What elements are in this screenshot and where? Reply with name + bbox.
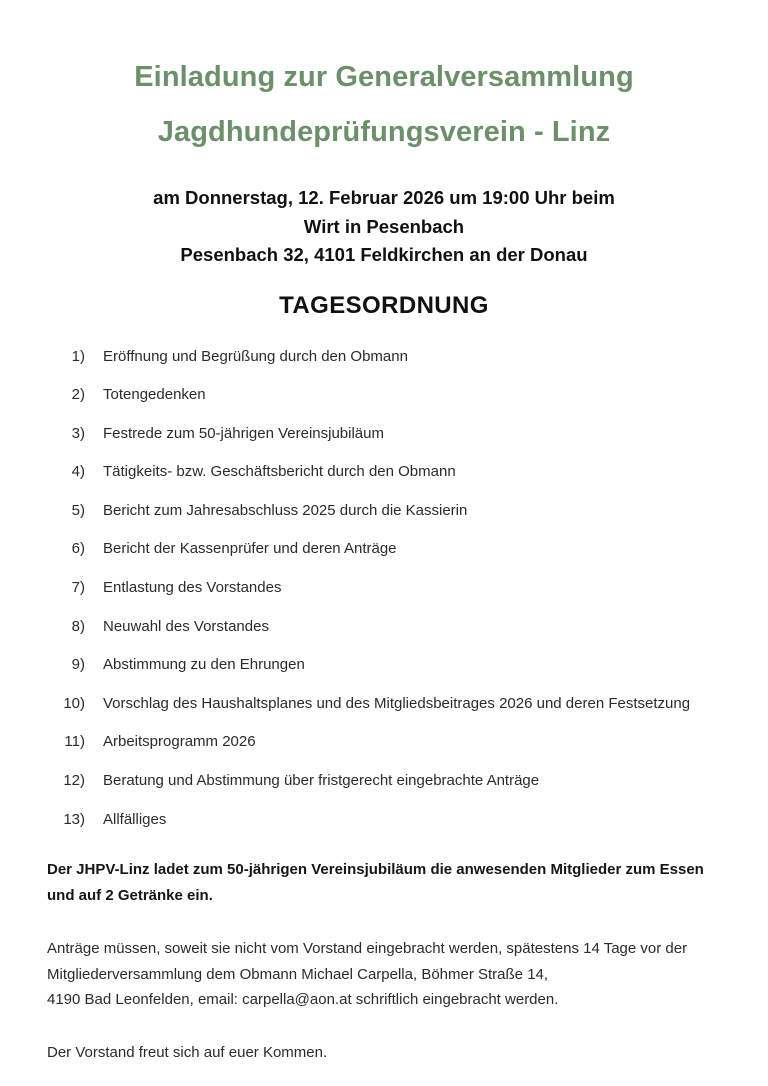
agenda-item-number: 13) [63,810,85,828]
agenda-item-text: Festrede zum 50-jährigen Vereinsjubiläum [103,424,384,442]
agenda-item-number: 10) [63,694,85,712]
meeting-venue-name: Wirt in Pesenbach [303,215,465,237]
agenda-item-number: 8) [71,617,85,635]
agenda-item-number: 11) [64,733,85,751]
agenda-item-number: 3) [71,424,85,442]
agenda-item [0,616,768,655]
agenda-item [0,809,768,848]
motions-notice-line-2: Mitgliederversammlung dem Obmann Michael Carpella, Böhmer Straße 14, [47,965,549,983]
agenda-item [0,538,768,577]
agenda-item [0,577,768,616]
page-title-line-2: Jagdhundeprüfungsverein - Linz [157,116,611,148]
agenda-item-text: Bericht der Kassenprüfer und deren Anträge [103,540,397,558]
agenda-item-text: Arbeitsprogramm 2026 [103,733,256,751]
agenda-item-number: 5) [71,501,85,519]
agenda-item-text: Entlastung des Vorstandes [103,579,282,597]
meeting-datetime: am Donnerstag, 12. Februar 2026 um 19:00 Uhr beim [153,187,615,208]
meeting-venue-address: Pesenbach 32, 4101 Feldkirchen an der Donau [180,244,588,265]
agenda-item-text: Tätigkeits- bzw. Geschäftsbericht durch den Obmann [103,463,456,481]
document-title-block [0,0,768,157]
agenda-heading: TAGESORDNUNG [279,291,489,319]
agenda-item-text: Eröffnung und Begrüßung durch den Obmann [103,347,408,365]
agenda-item-number: 7) [71,579,85,597]
agenda-item-number: 6) [71,540,85,558]
meeting-details [0,184,768,270]
motions-deadline-notice [47,936,707,1013]
agenda-item [0,693,768,732]
agenda-item-text: Bericht zum Jahresabschluss 2025 durch die Kassierin [103,501,468,519]
motions-notice-line-1: Anträge müssen, soweit sie nicht vom Vorstand eingebracht werden, spätestens 14 Tage vor der [47,940,688,958]
agenda-item [0,654,768,693]
page-title-line-1: Einladung zur Generalversammlung [134,61,634,93]
agenda-item [0,500,768,539]
agenda-item-text: Totengedenken [103,386,206,404]
agenda-list [0,346,768,848]
agenda-item-text: Abstimmung zu den Ehrungen [103,656,305,674]
agenda-item-text: Beratung und Abstimmung über fristgerecht eingebrachte Anträge [103,772,540,790]
agenda-item-number: 1) [71,347,85,365]
agenda-item [0,423,768,462]
agenda-item-number: 2) [71,386,85,404]
agenda-item [0,731,768,770]
agenda-item-number: 9) [71,656,85,674]
agenda-item-text: Vorschlag des Haushaltsplanes und des Mitgliedsbeitrages 2026 und deren Festsetzung [103,694,691,712]
agenda-item-text: Allfälliges [103,810,167,828]
motions-notice-line-3: 4190 Bad Leonfelden, email: carpella@aon.at schriftlich eingebracht werden. [47,991,559,1009]
agenda-item-number: 4) [71,463,85,481]
agenda-item-number: 12) [63,772,85,790]
closing-remark: Der Vorstand freut sich auf euer Kommen. [47,1043,328,1061]
jubilee-invitation-note: Der JHPV-Linz ladet zum 50-jährigen Vereinsjubiläum die anwesenden Mitglieder zum Essen und auf 2 Getränke ein. [47,861,704,904]
agenda-item [0,346,768,385]
agenda-item [0,384,768,423]
agenda-item [0,461,768,500]
agenda-item-text: Neuwahl des Vorstandes [103,617,269,635]
agenda-item [0,770,768,809]
